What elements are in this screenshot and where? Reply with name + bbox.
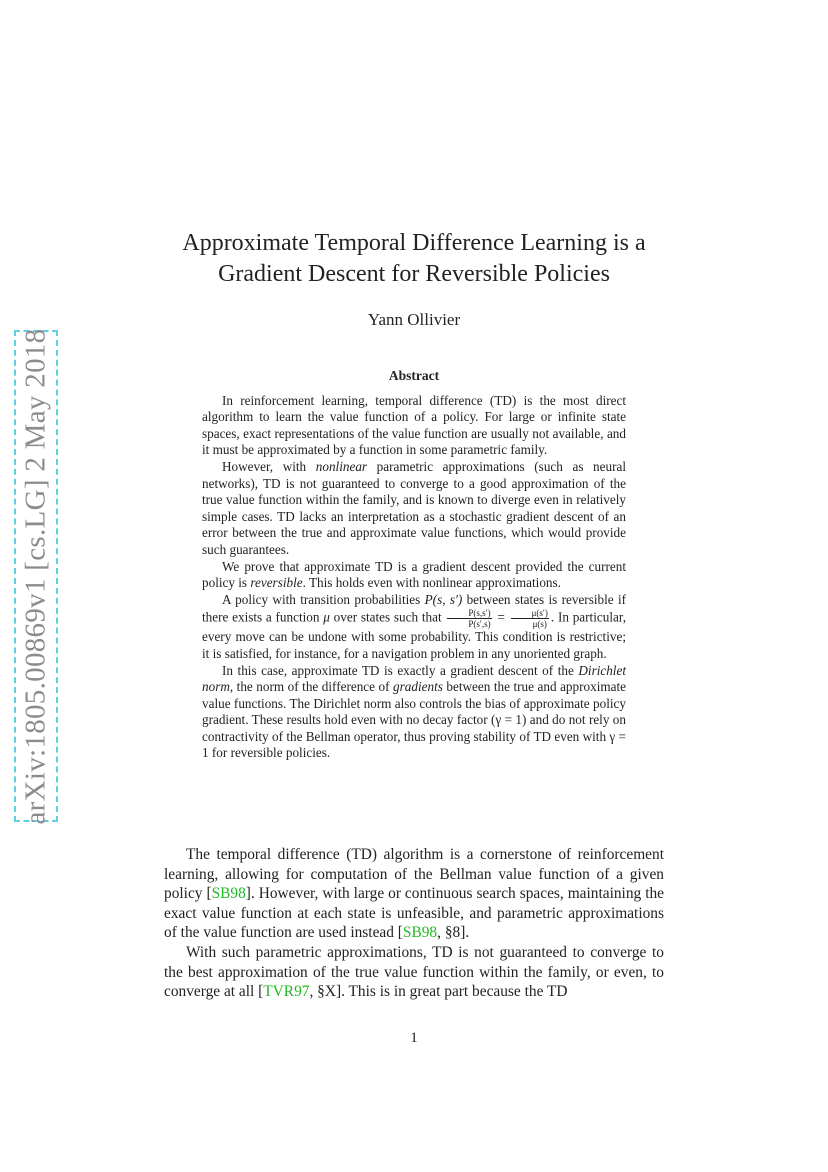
emphasis-nonlinear: nonlinear (315, 458, 368, 474)
abstract (202, 368, 626, 762)
emphasis-reversible: reversible (250, 575, 303, 591)
math-mu: μ (323, 609, 330, 625)
abstract-paragraph-1: In reinforcement learning, temporal difference (TD) is the most direct algorithm to learn the value function of a policy. For large or infinite state spaces, exact representations of the value function are usually not available, and it must be approximated by a function in some parametric family. (202, 392, 626, 458)
abstract-paragraph-2: However, with nonlinear parametric approximations (such as neural networks), TD is not guaranteed to converge to a good approximation of the true value function within the family, and is known to diverge even in relatively simple cases. TD lacks an interpretation as a stochastic gradient descent of an error between the true and approximate value functions, which would provide such guarantees. (202, 458, 627, 557)
abstract-paragraph-4: A policy with transition probabilities P(s, s′) between states is reversible if there exists a function μ over states such that $\frac{P(s,s')}{P(s',s)}$ = $\frac{\mu(s')}{\mu(s)}$ . In particular, every move can be undone with some probability. This condition is restrictive; it is satisfied, for instance, for a navigation problem in any unoriented graph. (202, 591, 627, 661)
body-text (164, 845, 664, 1002)
title-line-1: Approximate Temporal Difference Learning is a (182, 230, 646, 256)
emphasis-gradients: gradients (393, 679, 443, 695)
abstract-paragraph-3: We prove that approximate TD is a gradient descent provided the current policy is reversible. This holds even with nonlinear approximations. (202, 558, 626, 591)
citation-link-sb98[interactable]: SB98 (211, 885, 246, 903)
body-paragraph-2: With such parametric approximations, TD is not guaranteed to converge to the best approximation of the true value function within the family, or even, to converge at all [TVR97, §X]. This is in great part because the TD (164, 943, 664, 1001)
abstract-heading: Abstract (388, 368, 440, 383)
emphasis-dirichlet-norm: Dirichlet norm (202, 662, 626, 695)
citation-link-tvr97[interactable]: TVR97 (263, 983, 310, 1001)
author: Yann Ollivier (367, 310, 461, 329)
math-transition: P(s, s′) (424, 591, 463, 607)
paper-title (120, 228, 708, 290)
abstract-paragraph-5: In this case, approximate TD is exactly a gradient descent of the Dirichlet norm, the norm of the difference of gradients between the true and approximate value functions. The Dirichlet norm also controls the bias of approximate policy gradient. These results hold even with no decay factor (γ = 1) and do not rely on contractivity of the Bellman operator, thus proving stability of TD even with γ = 1 for reversible policies. (202, 662, 626, 761)
fraction-transition: $\frac{P(s,s')}{P(s',s)}$ (447, 608, 491, 629)
fraction-mu: $\frac{\mu(s')}{\mu(s)}$ (511, 608, 549, 629)
title-line-2: Gradient Descent for Reversible Policies (218, 261, 610, 287)
citation-link-sb98-2[interactable]: SB98 (402, 924, 438, 942)
arxiv-stamp (14, 330, 58, 822)
page-number: 1 (410, 1030, 418, 1046)
body-paragraph-1: The temporal difference (TD) algorithm is a cornerstone of reinforcement learning, allowing for computation of the Bellman value function of a given policy [SB98]. However, with large or continuous search spaces, maintaining the exact value function at each state is unfeasible, and parametric approximations of the value function are used instead [SB98, §8]. (164, 846, 664, 942)
arxiv-id: arXiv:1805.00869v1 [cs.LG] 2 May 2018 (19, 328, 52, 824)
